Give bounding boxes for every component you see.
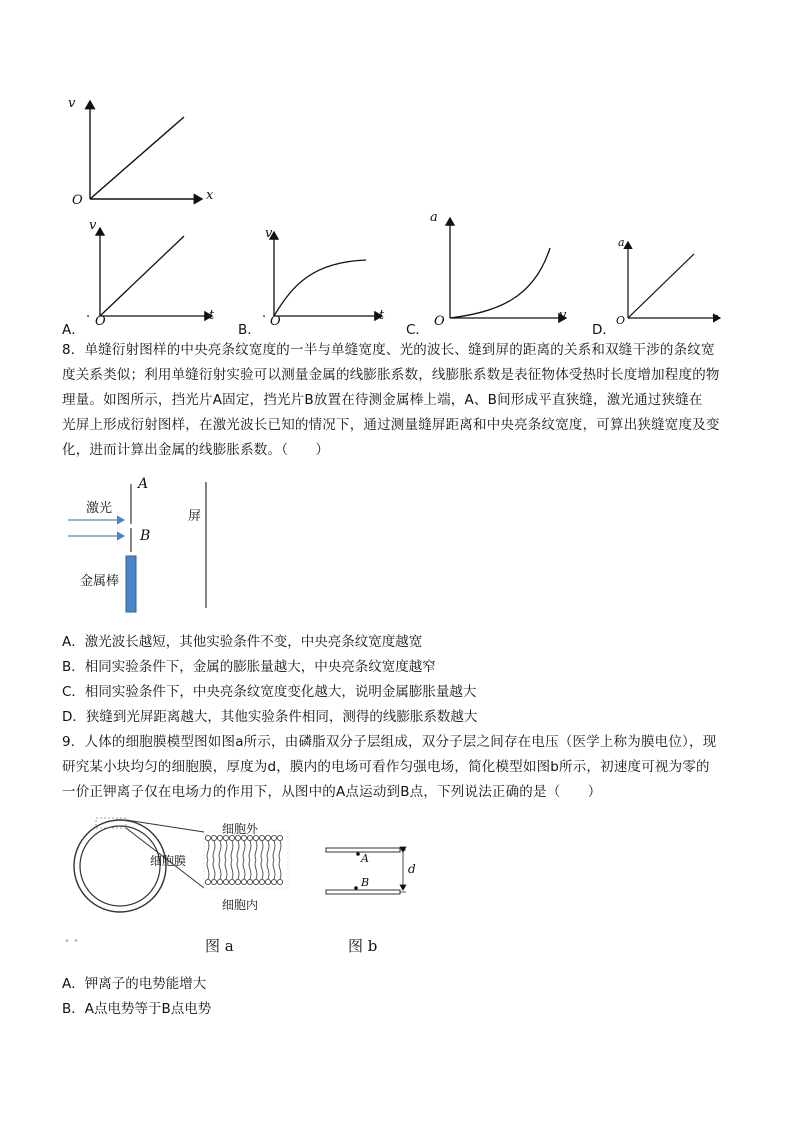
q7-option-b-label[interactable]: B．: [238, 322, 261, 338]
metal-rod: [126, 556, 136, 612]
q7-option-a-label[interactable]: A．: [62, 322, 85, 338]
lipid-head: [235, 879, 240, 884]
main-origin: O: [72, 193, 83, 208]
lipid-head: [259, 879, 264, 884]
lipid-tail: [267, 860, 269, 879]
q8-slit-figure: [62, 472, 222, 622]
lipid-tail: [273, 841, 275, 860]
lipid-tail: [207, 860, 209, 879]
q7-option-b-dot: ·: [262, 310, 267, 325]
lipid-head: [271, 879, 276, 884]
q9-stem-line-3: 一价正钾离子仅在电场力的作用下，从图中的A点运动到B点，下列说法正确的是（ ）: [62, 784, 602, 800]
lipid-tail: [231, 860, 233, 879]
lower-plate: [326, 890, 400, 894]
figure-a-caption: 图 a: [205, 937, 234, 955]
q8-stem: [62, 338, 734, 463]
graph-b-curve: [274, 260, 366, 316]
graph-d-x-label: v: [712, 311, 719, 324]
q9-stem-line-1: 9．人体的细胞膜模型图如图a所示，由磷脂双分子层组成，双分子层之间存在电压（医学上称为膜电位），现: [62, 734, 717, 750]
graph-a-origin: O: [95, 314, 106, 329]
cell-inner-circle: [80, 826, 160, 906]
lipid-head: [211, 879, 216, 884]
point-b-label: B: [361, 876, 370, 889]
lipid-head: [271, 835, 276, 840]
graph-a-v-t: [86, 222, 226, 327]
lipid-tail: [219, 860, 221, 879]
graph-d-origin: O: [616, 314, 626, 327]
lipid-tail: [207, 841, 209, 860]
graph-b-y-label: v: [265, 226, 273, 241]
q9-stem-line-2: 研究某小块均匀的细胞膜，厚度为d，膜内的电场可看作匀强电场，简化模型如图b所示，初速度可视为零的: [62, 759, 710, 775]
lipid-tail: [255, 841, 257, 860]
graph-c-a-v: [438, 212, 578, 327]
lipid-head: [277, 835, 282, 840]
lipid-head: [223, 879, 228, 884]
lipid-tail: [219, 841, 221, 860]
lipid-tail: [279, 860, 281, 879]
q8-option-a[interactable]: A．激光波长越短，其他实验条件不变，中央亮条纹宽度越宽: [62, 634, 423, 650]
lipid-tail: [231, 841, 233, 860]
lipid-tail: [267, 841, 269, 860]
lipid-tail: [237, 841, 239, 860]
lipid-head: [265, 879, 270, 884]
plate-a-label: A: [138, 476, 149, 492]
q8-stem-line-5: 化，进而计算出金属的线膨胀系数。（ ）: [62, 442, 330, 458]
graph-b-v-t: [262, 226, 392, 326]
lipid-head: [259, 835, 264, 840]
lipid-tail: [279, 841, 281, 860]
graph-c-y-label: a: [430, 210, 438, 225]
q9-option-b[interactable]: B．A点电势等于B点电势: [62, 1001, 212, 1017]
graph-c-origin: O: [434, 314, 445, 329]
lipid-head: [229, 879, 234, 884]
lipid-head: [277, 879, 282, 884]
q7-option-c-label[interactable]: C．: [406, 322, 429, 338]
q8-stem-line-4: 光屏上形成衍射图样，在激光波长已知的情况下，通过测量缝屏距离和中央亮条纹宽度，可算出狭缝宽度及变: [62, 417, 720, 433]
lipid-tail: [249, 841, 251, 860]
lipid-head: [241, 879, 246, 884]
lipid-tail: [261, 860, 263, 879]
graph-a-line: [100, 236, 184, 316]
lipid-head: [217, 879, 222, 884]
main-line: [90, 117, 184, 199]
plate-b-label: B: [140, 528, 151, 544]
graph-d-line: [628, 254, 694, 318]
cell-outside-label: 细胞外: [222, 822, 259, 836]
lipid-tail: [255, 860, 257, 879]
rod-label: 金属棒: [80, 574, 120, 589]
lipid-tail: [243, 860, 245, 879]
cell-inside-label: 细胞内: [222, 898, 259, 912]
faint-dots: • •: [64, 936, 79, 947]
point-a: [356, 852, 360, 856]
graph-c-x-label: v: [559, 308, 567, 323]
main-y-label: v: [68, 96, 76, 111]
q8-stem-line-1: 8．单缝衍射图样的中央亮条纹宽度的一半与单缝宽度、光的波长、缝到屏的距离的关系和双缝干涉的条纹宽: [62, 342, 715, 358]
q9-stem: [62, 730, 734, 805]
graph-b-origin: O: [270, 314, 281, 329]
q8-option-c[interactable]: C．相同实验条件下，中央亮条纹宽度变化越大，说明金属膨胀量越大: [62, 684, 477, 700]
q8-stem-line-2: 度关系类似；利用单缝衍射实验可以测量金属的线膨胀系数，线膨胀系数是表征物体受热时长度增加程度的物: [62, 367, 720, 383]
point-a-label: A: [361, 852, 369, 865]
figure-b-caption: 图 b: [348, 937, 378, 955]
graph-b-x-label: t: [379, 308, 385, 323]
q9-option-a[interactable]: A．钾离子的电势能增大: [62, 976, 207, 992]
cell-membrane-label: 细胞膜: [150, 854, 187, 868]
lipid-head: [205, 835, 210, 840]
screen-label: 屏: [188, 509, 202, 524]
q7-option-d-label[interactable]: D．: [592, 322, 616, 338]
graph-d-y-label: a: [618, 236, 625, 249]
q8-stem-line-3: 理量。如图所示，挡光片A固定，挡光片B放置在待测金属棒上端，A、B间形成平直狭缝，激光通过狭缝在: [62, 392, 703, 408]
q8-option-d[interactable]: D．狭缝到光屏距离越大，其他实验条件相同，测得的线膨胀系数越大: [62, 709, 478, 725]
lipid-tail: [243, 841, 245, 860]
lipid-tail: [249, 860, 251, 879]
point-b: [354, 886, 358, 890]
main-x-label: x: [206, 188, 214, 203]
lipid-head: [253, 879, 258, 884]
lipid-tail: [261, 841, 263, 860]
q8-option-b[interactable]: B．相同实验条件下，金属的膨胀量越大，中央亮条纹宽度越窄: [62, 659, 436, 675]
lipid-tail: [225, 841, 227, 860]
lipid-tail: [273, 860, 275, 879]
lipid-head: [247, 879, 252, 884]
thickness-label: d: [408, 862, 416, 876]
graph-c-curve: [450, 248, 550, 318]
graph-a-y-label: v: [89, 218, 97, 233]
lipid-tail: [213, 860, 215, 879]
lipid-head: [205, 879, 210, 884]
graph-a-x-label: t: [209, 308, 215, 323]
lipid-tail: [225, 860, 227, 879]
q7-option-a-dot: ·: [86, 310, 91, 325]
main-graph-v-x: [60, 95, 230, 215]
lipid-tail: [213, 841, 215, 860]
lipid-head: [265, 835, 270, 840]
lipid-head: [211, 835, 216, 840]
lipid-tail: [237, 860, 239, 879]
laser-label: 激光: [86, 501, 113, 516]
